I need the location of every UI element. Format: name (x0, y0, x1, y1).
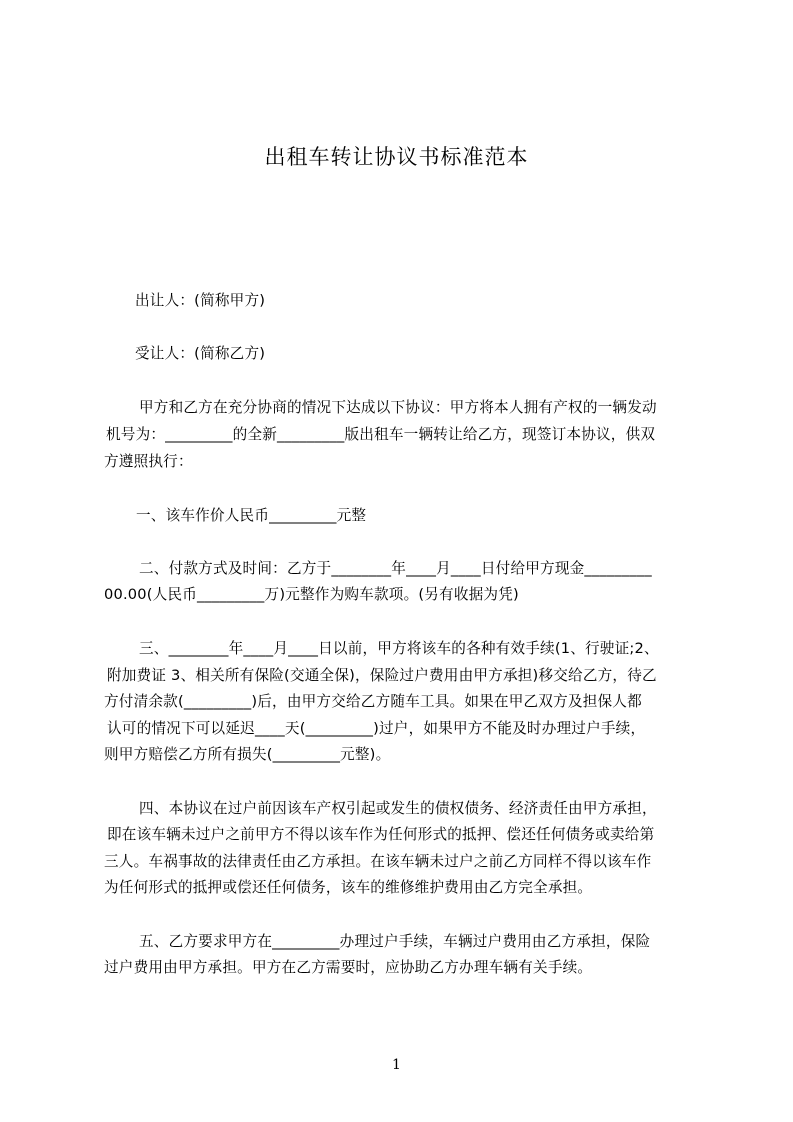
clause-3-line: 附加费证 3、相关所有保险(交通全保)，保险过户费用由甲方承担)移交给乙方，待乙 (107, 667, 657, 684)
intro-line: 甲方和乙方在充分协商的情况下达成以下协议：甲方将本人拥有产权的一辆发动 (139, 399, 657, 416)
clause-2-line: 00.00(人民币_________万)元整作为购车款项。(另有收据为凭) (104, 586, 519, 603)
clause-3-line: 则甲方赔偿乙方所有损失(_________元整)。 (104, 746, 391, 763)
page-number: 1 (392, 1057, 401, 1073)
clause-5-line: 过户费用由甲方承担。甲方在乙方需要时，应协助乙方办理车辆有关手续。 (104, 959, 593, 976)
clause-3-line: 三、________年____月____日以前，甲方将该车的各种有效手续(1、行驶证;2、 (139, 640, 659, 657)
clause-4-line: 四、本协议在过户前因该车产权引起或发生的债权债务、经济责任由甲方承担， (139, 800, 657, 817)
clause-4-line: 为任何形式的抵押或偿还任何债务，该车的维修维护费用由乙方完全承担。 (104, 879, 593, 896)
intro-line: 方遵照执行： (104, 453, 193, 470)
transferor-line: 出让人：(简称甲方) (135, 292, 266, 309)
clause-4-line: 即在该车辆未过户之前甲方不得以该车作为任何形式的抵押、偿还任何债务或卖给第 (107, 826, 655, 843)
clause-4-line: 三人。车祸事故的法律责任由乙方承担。在该车辆未过户之前乙方同样不得以该车作 (104, 853, 652, 870)
document-title: 出租车转让协议书标准范本 (264, 145, 529, 169)
clause-1-line: 一、该车作价人民币_________元整 (136, 507, 367, 524)
clause-5-line: 五、乙方要求甲方在_________办理过户手续，车辆过户费用由乙方承担，保险 (139, 933, 651, 950)
intro-line: 机号为：_________的全新_________版出租车一辆转让给乙方，现签订本协议，供双 (106, 426, 656, 443)
clause-3-line: 认可的情况下可以延迟____天(_________)过户，如果甲方不能及时办理过户手续， (107, 720, 646, 737)
clause-2-line: 二、付款方式及时间：乙方于________年____月____日付给甲方现金_________ (139, 560, 652, 577)
clause-3-line: 方付清余款(_________)后，由甲方交给乙方随车工具。如果在甲乙双方及担保人都 (104, 693, 642, 710)
transferee-line: 受让人：(简称乙方) (135, 345, 266, 362)
